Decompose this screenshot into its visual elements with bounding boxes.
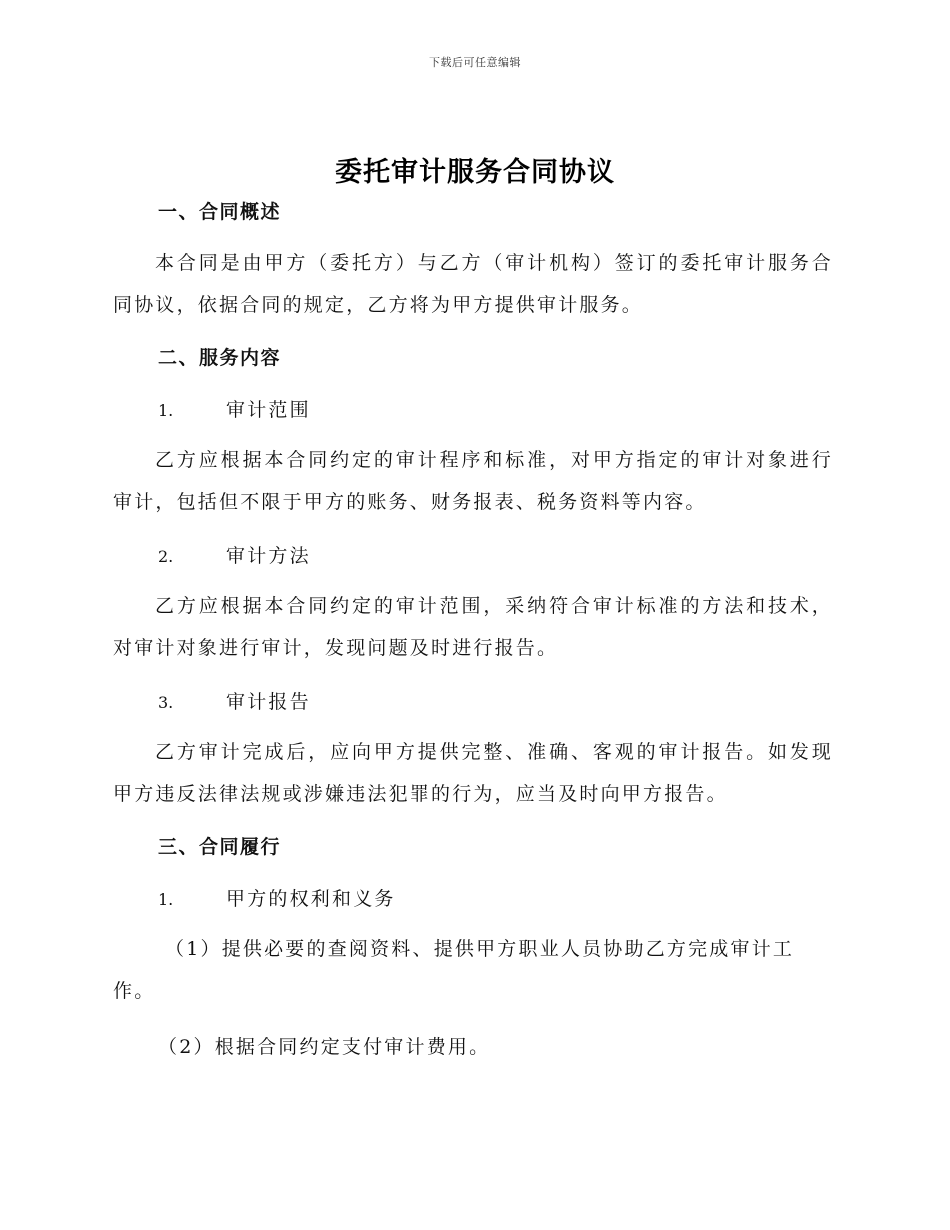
sub-item-1-line-2: 作。: [113, 980, 156, 1002]
list-item-number: 3.: [158, 693, 174, 712]
header-note: 下载后可任意编辑: [429, 56, 521, 69]
list-item-audit-report: [158, 687, 878, 714]
list-item-number: 1.: [158, 401, 174, 420]
sub-item-1: [113, 928, 833, 1012]
list-item-number: 1.: [158, 890, 174, 909]
section-heading-service: 二、服务内容: [158, 347, 282, 369]
list-item-label: 审计方法: [226, 545, 311, 567]
paragraph-audit-report: 乙方审计完成后，应向甲方提供完整、准确、客观的审计报告。如发现甲方违反法律法规或涉嫌违法犯罪的行为，应当及时向甲方报告。: [113, 741, 833, 805]
sub-item-1-line-1: （1）提供必要的查阅资料、提供甲方职业人员协助乙方完成审计工: [165, 938, 795, 960]
section-paragraph-overview: 本合同是由甲方（委托方）与乙方（审计机构）签订的委托审计服务合同协议，依据合同的规定，乙方将为甲方提供审计服务。: [113, 252, 833, 316]
paragraph-audit-method: 乙方应根据本合同约定的审计范围，采纳符合审计标准的方法和技术，对审计对象进行审计，发现问题及时进行报告。: [113, 595, 833, 659]
sub-item-2: （2）根据合同约定支付审计费用。: [158, 1036, 491, 1058]
paragraph-audit-scope: 乙方应根据本合同约定的审计程序和标准，对甲方指定的审计对象进行审计，包括但不限于甲方的账务、财务报表、税务资料等内容。: [113, 449, 833, 513]
list-item-label: 审计范围: [226, 399, 311, 421]
section-heading-performance: 三、合同履行: [158, 836, 282, 858]
list-item-label: 甲方的权利和义务: [226, 888, 396, 910]
list-item-audit-method: [158, 541, 878, 568]
list-item-label: 审计报告: [226, 691, 311, 713]
list-item-party-a-rights: [158, 884, 878, 911]
list-item-audit-scope: [158, 395, 878, 422]
document-title: 委托审计服务合同协议: [335, 157, 615, 188]
list-item-number: 2.: [158, 547, 174, 566]
section-heading-overview: 一、合同概述: [158, 201, 282, 223]
